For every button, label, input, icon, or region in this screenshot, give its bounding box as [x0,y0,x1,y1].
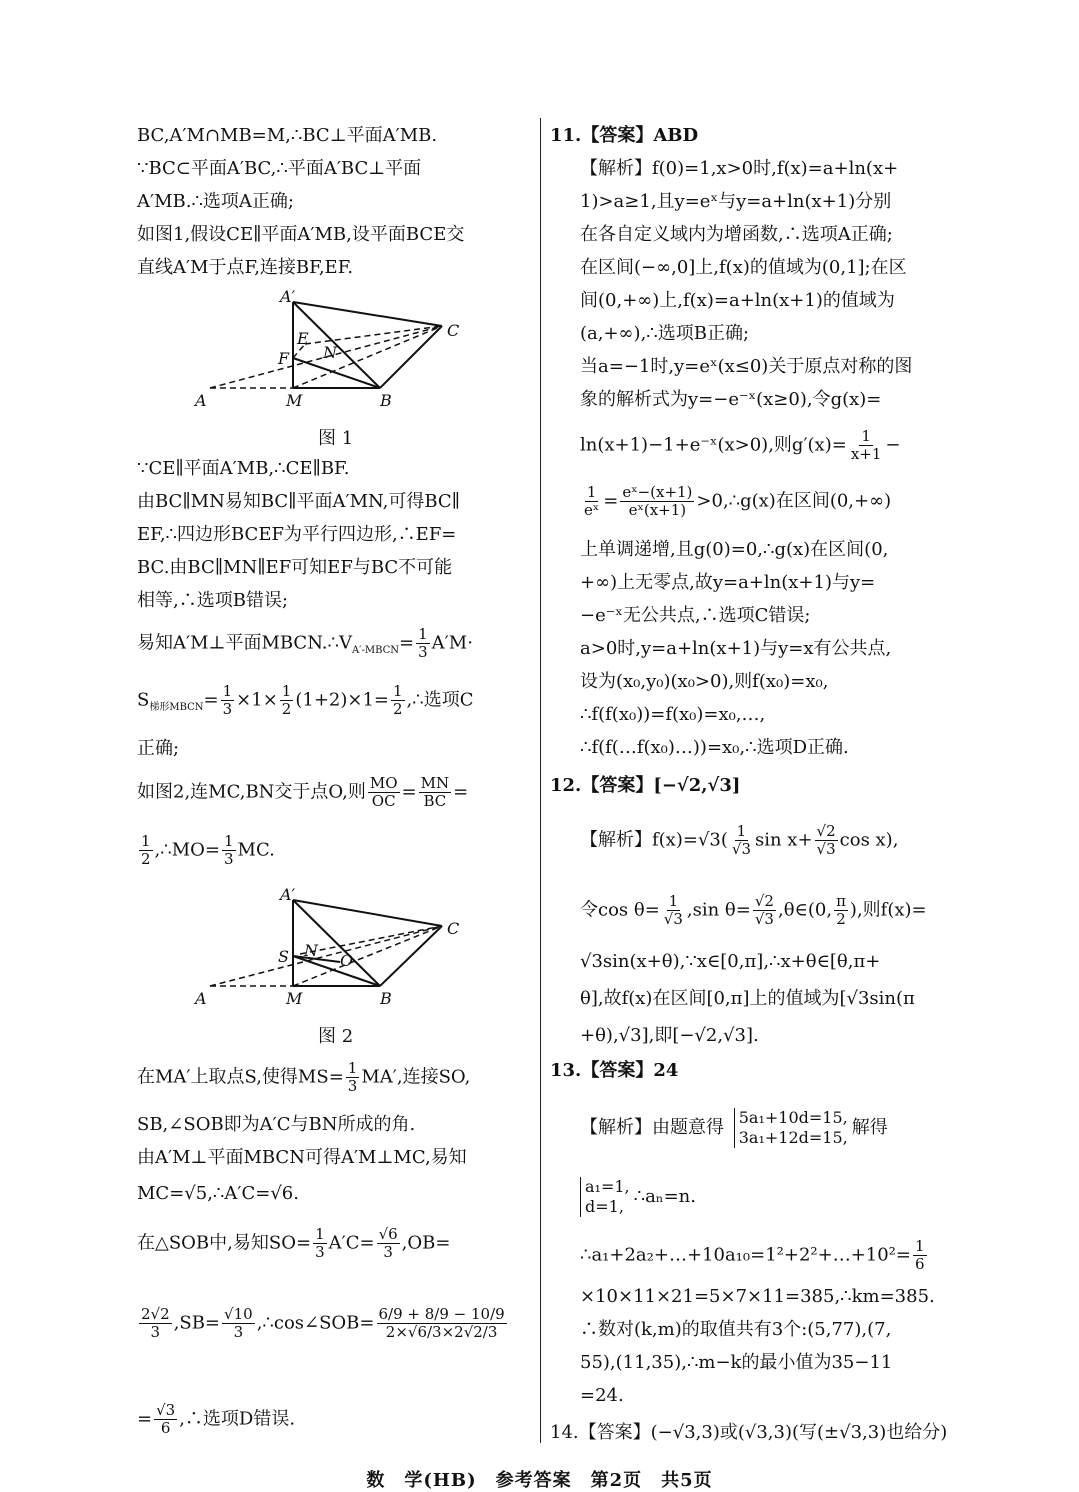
text-line: 当a=−1时,y=eˣ(x≤0)关于原点对称的图 [580,356,913,377]
text-line: +θ),√3],即[−√2,√3]. [580,1025,759,1046]
text-line: 设为(x₀,y₀)(x₀>0),则f(x₀)=x₀, [580,671,829,692]
text-line: $\frac{2√2}{3}$ ,SB= $\frac{√10}{3}$ ,∴cos∠SOB= $\frac{6/9 + 8/9 - 10/9}{2\times√6/3\times 2√2/3}$ [141,1305,505,1341]
text-line: 【解析】f(x)=√3( $\frac{1}{√3}$ sin x+ $\frac{√2}{√3}$ cos x), [580,822,899,858]
text-line: ∴f(f(…f(x₀)…))=x₀,∴选项D正确. [580,737,849,758]
text-line: 由BC∥MN易知BC∥平面A′MN,可得BC∥ [137,491,460,512]
label-M: M [286,989,303,1008]
label-A-prime: A′ [280,287,296,306]
text-line: EF,∴四边形BCEF为平行四边形,∴EF= [137,524,457,545]
text-line: BC,A′M∩MB=M,∴BC⊥平面A′MB. [137,125,438,146]
question-11-answer: 11.【答案】ABD [550,125,699,146]
label-N: N [323,343,337,362]
text-line: ln(x+1)−1+e⁻ˣ(x>0),则g′(x)= $\frac{1}{x+1}$ − [580,427,901,463]
text-line: 由A′M⊥平面MBCN可得A′M⊥MC,易知 [137,1147,467,1168]
text-line: MC=√5,∴A′C=√6. [137,1183,299,1204]
label-M: M [286,391,303,410]
text-line: +∞)上无零点,故y=a+ln(x+1)与y= [580,572,876,593]
question-13-answer: 13.【答案】24 [550,1060,679,1081]
text-line: $S_{梯形MBCN}=$ $\frac{1}{3}$ ×1× $\frac{1}{2}$ (1+2)×1= $\frac{1}{2}$ ,∴选项C [137,682,474,718]
label-B: B [380,391,392,410]
text-line: ∴a₁+2a₂+…+10a₁₀=1²+2²+…+10²= $\frac{1}{6}$ [580,1237,925,1273]
text-line: 【解析】由题意得 5a₁+10d=15, 3a₁+12d=15, 解得 [580,1108,888,1147]
label-A: A [195,989,207,1008]
text-line: 易知A′M⊥平面$MBCN.\therefore V_{A'-MBCN}=$ $\frac{1}{3}$ A′M· [137,625,473,661]
text-line: 55),(11,35),∴m−k的最小值为35−11 [580,1352,893,1373]
text-line: SB,∠SOB即为A′C与BN所成的角. [137,1114,416,1135]
text-line: ∴数对(k,m)的取值共有3个:(5,77),(7, [580,1319,892,1340]
text-line: ∴f(f(x₀))=f(x₀)=x₀,…, [580,704,766,725]
text-line: 【解析】f(0)=1,x>0时,f(x)=a+ln(x+ [580,158,899,179]
equation-system: 5a₁+10d=15, 3a₁+12d=15, [734,1108,848,1148]
text-line: 相等,∴选项B错误; [137,590,289,611]
text-line: 间(0,+∞)上,f(x)=a+ln(x+1)的值域为 [580,290,895,311]
text-line: =24. [580,1385,624,1406]
equation-system: a₁=1, d=1, [580,1177,630,1217]
text-line: 直线A′M于点F,连接BF,EF. [137,257,354,278]
text-line: θ],故f(x)在区间[0,π]上的值域为[√3sin(π [580,988,915,1009]
label-C: C [447,321,460,340]
text-line: 1)>a≥1,且y=eˣ与y=a+ln(x+1)分别 [580,191,892,212]
label-F: F [278,349,290,368]
text-line: $\frac{1}{2}$ ,∴MO= $\frac{1}{3}$ MC. [141,832,275,868]
label-A: A [195,391,207,410]
text-line: 在△SOB中,易知SO= $\frac{1}{3}$ A′C= $\frac{√6}{3}$ ,OB= [137,1225,451,1261]
text-line: ∵CE∥平面A′MB,∴CE∥BF. [137,458,350,479]
label-E: E [297,329,309,348]
question-14-answer: 14.【答案】(−√3,3)或(√3,3)(写(±√3,3)也给分) [550,1422,948,1443]
text-line: 令cos θ= $\frac{1}{√3}$ ,sin θ= $\frac{√2}{√3}$ ,θ∈(0, $\frac{\pi}{2}$ ),则f(x)= [580,892,927,928]
label-N: N [304,941,318,960]
text-line: = $\frac{√3}{6}$ ,∴选项D错误. [137,1401,296,1437]
text-line: 在各自定义域内为增函数,∴选项A正确; [580,224,893,245]
figure-1 [190,282,480,412]
label-B: B [380,989,392,1008]
text-line: 正确; [137,738,180,759]
figure-caption: 图 1 [318,428,354,449]
text-line: ×10×11×21=5×7×11=385,∴km=385. [580,1286,935,1307]
text-line: $\frac{1}{\text{eˣ}}$ = $\frac{\text{eˣ−(x+1)}}{\text{eˣ(x+1)}}$ >0,∴g(x)在区间(0,+∞) [584,483,892,519]
text-line: 象的解析式为y=−e⁻ˣ(x≥0),令g(x)= [580,389,882,410]
label-S: S [278,947,289,966]
text-line: (a,+∞),∴选项B正确; [580,323,750,344]
text-line: √3sin(x+θ),∵x∈[0,π],∴x+θ∈[θ,π+ [580,951,881,972]
page-footer: 数 学(HB) 参考答案 第2页 共5页 [366,1470,713,1491]
text-line: a>0时,y=a+ln(x+1)与y=x有公共点, [580,638,892,659]
text-line: a₁=1, d=1, ∴aₙ=n. [580,1177,696,1217]
text-line: 如图1,假设CE∥平面A′MB,设平面BCE交 [137,224,465,245]
text-line: A′MB.∴选项A正确; [137,191,294,212]
figure-caption: 图 2 [318,1026,354,1047]
label-C: C [447,919,460,938]
figure-2 [190,880,480,1010]
text-line: 在MA′上取点S,使得MS= $\frac{1}{3}$ MA′,连接SO, [137,1059,471,1095]
question-12-answer: 12.【答案】[−√2,√3] [550,775,741,796]
label-A-prime: A′ [280,885,296,904]
text-line: −e⁻ˣ无公共点,∴选项C错误; [580,605,811,626]
text-line: BC.由BC∥MN∥EF可知EF与BC不可能 [137,557,453,578]
column-divider [540,118,541,1443]
text-line: 如图2,连MC,BN交于点O,则 $\frac{MO}{OC}$ = $\frac{MN}{BC}$ = [137,774,469,810]
text-line: 上单调递增,且g(0)=0,∴g(x)在区间(0, [580,539,889,560]
text-line: 在区间(−∞,0]上,f(x)的值域为(0,1];在区 [580,257,907,278]
text-line: ∵BC⊂平面A′BC,∴平面A′BC⊥平面 [137,158,422,179]
label-O: O [340,951,354,970]
